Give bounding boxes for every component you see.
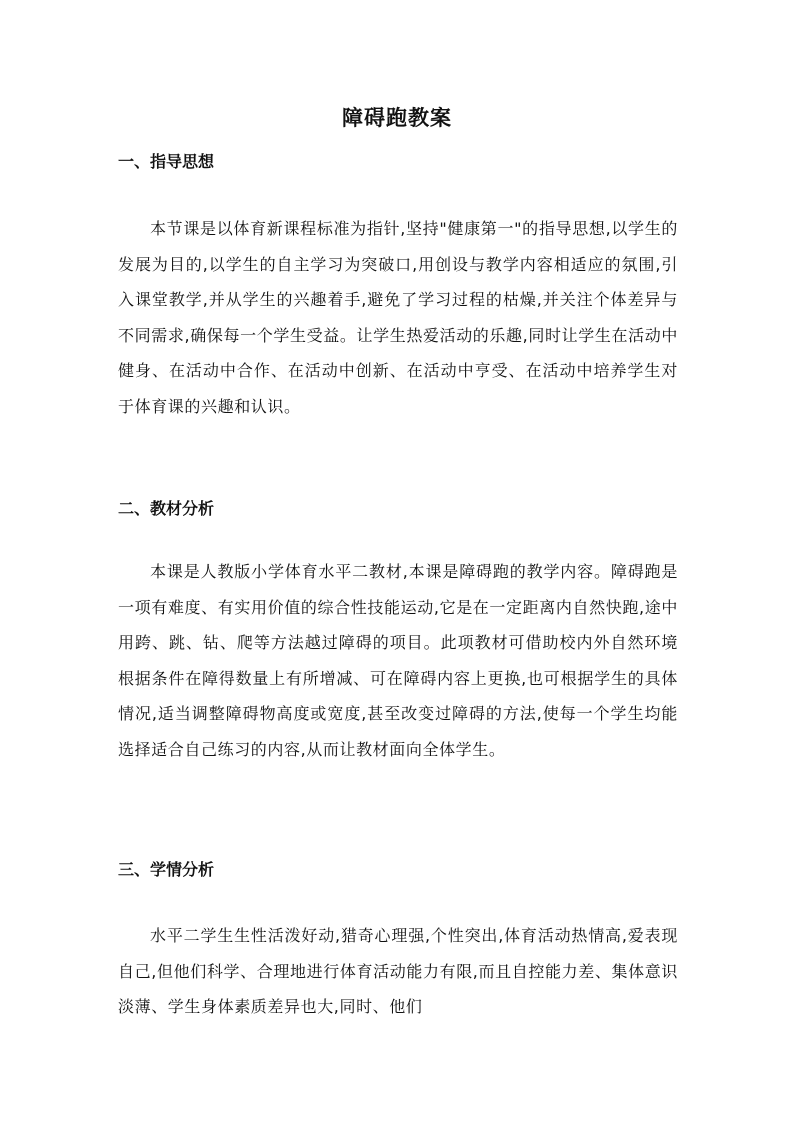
section-paragraph: 本节课是以体育新课程标准为指针,坚持"健康第一"的指导思想,以学生的发展为目的,以学生的自主学习为突破口,用创设与教学内容相适应的氛围,引入课堂教学,并从学生的兴趣着手,避免了学习过程的枯燥,并关注个体差异与不同需求,确保每一个学生受益。让学生热爱活动的乐趣,同时让学生在活动中健身、在活动中合作、在活动中创新、在活动中亨受、在活动中培养学生对于体育课的兴趣和认识。 xyxy=(118,219,678,416)
section-heading: 三、学情分析 xyxy=(118,860,215,879)
section-student-analysis xyxy=(118,858,678,1025)
section-paragraph: 水平二学生生性活泼好动,猎奇心理强,个性突出,体育活动热情高,爱表现自己,但他们科学、合理地进行体育活动能力有限,而且自控能力差、集体意识淡薄、学生身体素质差异也大,同时、他们 xyxy=(118,926,678,1016)
section-heading: 二、教材分析 xyxy=(118,499,215,518)
section-paragraph: 本课是人教版小学体育水平二教材,本课是障碍跑的教学内容。障碍跑是一项有难度、有实用价值的综合性技能运动,它是在一定距离内自然快跑,途中用跨、跳、钻、爬等方法越过障碍的项目。此项教材可借助校内外自然环境根据条件在障得数量上有所增减、可在障碍内容上更换,也可根据学生的具体情况,适当调整障碍物高度或宽度,甚至改变过障碍的方法,使每一个学生均能选择适合自己练习的内容,从而让教材面向全体学生。 xyxy=(118,562,678,759)
section-guiding-ideology xyxy=(118,150,678,424)
document-title: 障碍跑教案 xyxy=(342,105,452,130)
section-heading: 一、指导思想 xyxy=(118,152,215,171)
section-material-analysis xyxy=(118,497,678,767)
